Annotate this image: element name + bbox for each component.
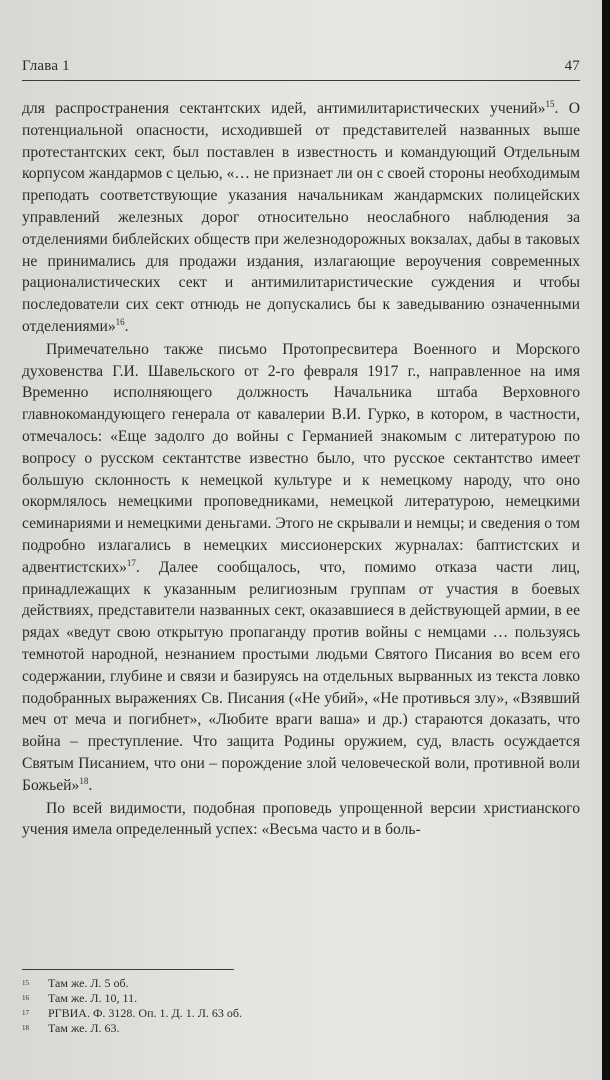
page-number: 47: [564, 58, 580, 74]
text-segment: для распространения сектантских идей, антимилитаристических учений»: [22, 100, 546, 117]
footnote: [22, 991, 580, 1006]
header-rule: [22, 80, 580, 81]
footnote: [22, 976, 580, 991]
footnote-text: Там же. Л. 63.: [48, 1021, 120, 1035]
footnote: [22, 1021, 580, 1036]
text-segment: Примечательно также письмо Протопресвитера Военного и Морского духовенства Г.И. Шавельского от 2-го февраля 1917 г., направленное на имя Временно исполняющего должность Начальника штаба Верховного главнокомандующего генерала от кавалерии В.И. Гурко, в котором, в частности, отмечалось: «Еще задолго до войны с Германией знакомым с литературою по вопросу о русском сектантстве известно было, что русское сектантство имеет большую склонность к немецкой культуре и к немецкому народу, что оно окормлялось немецкими проповедниками, немецкой литературою, немецкими семинариями и немецкими деньгами. Этого не скрывали и немцы; и сведения о том подробно излагались в немецких миссионерских журналах: баптистских и адвентистских»: [22, 340, 580, 576]
text-segment: По всей видимости, подобная проповедь упрощенной версии христианского учения имела определенный успех: «Весьма часто и в боль-: [22, 799, 580, 839]
paragraph: [22, 339, 580, 797]
footnote-ref: 18: [79, 775, 89, 786]
footnote-ref: 17: [126, 557, 136, 568]
footnote-number: 16: [22, 994, 29, 1002]
text-segment: .: [124, 317, 129, 335]
running-head: [22, 58, 580, 82]
paragraph: [22, 798, 580, 842]
body-text: [22, 98, 580, 841]
footnote: [22, 1006, 580, 1021]
footnotes: [22, 976, 580, 1036]
footnote-text: Там же. Л. 5 об.: [48, 976, 129, 990]
footnote-number: 17: [22, 1009, 29, 1017]
footnote-text: Там же. Л. 10, 11.: [48, 991, 138, 1005]
footnote-number: 18: [22, 1024, 29, 1032]
chapter-title: Глава 1: [22, 58, 70, 74]
footnote-rule: [22, 969, 234, 970]
paragraph: [22, 98, 580, 338]
text-segment: . Далее сообщалось, что, помимо отказа части лиц, принадлежащих к указанным религиозным группам от участия в боевых действиях, представители названных сект, оказавшиеся в действующей армии, в ее рядах «ведут свою открытую пропаганду против войны с немцами … пользуясь темнотой народной, незнанием простыми людьми Святого Писания во всем его содержании, глубине и связи и базируясь на отдельных вырванных из текста ловко подобранных выражениях Св. Писания («Не убий», «Не противься злу», «Взявший меч от меча и погибнет», «Любите враги ваша» и др.) стараются доказать, что война – преступление. Что защита Родины оружием, суд, власть осуждается Святым Писанием, что они – порождение злой человеческой воли, противной воли Божьей»: [22, 558, 580, 794]
footnote-ref: 16: [115, 316, 125, 327]
text-segment: . О потенциальной опасности, исходившей от представителей названных выше протестантских сект, был поставлен в известность и командующий Отдельным корпусом жандармов с целью, «… не признает ли он с своей стороны необходимым преподать соответствующие указания начальникам жандармских полицейских управлений железных дорог относительно неослабного наблюдения за отделениями библейских обществ при железнодорожных вокзалах, дабы в таковых не принимались для продажи издания, излагающие вероучения современных рационалистических сект и антимилитаристические суждения и чтобы последователи сих сект отнюдь не допускались бы к заведыванию означенными отделениями»: [22, 100, 581, 335]
text-segment: .: [88, 776, 93, 794]
footnote-text: РГВИА. Ф. 3128. Оп. 1. Д. 1. Л. 63 об.: [48, 1006, 242, 1020]
footnote-ref: 15: [545, 98, 555, 109]
footnote-number: 15: [22, 979, 29, 987]
